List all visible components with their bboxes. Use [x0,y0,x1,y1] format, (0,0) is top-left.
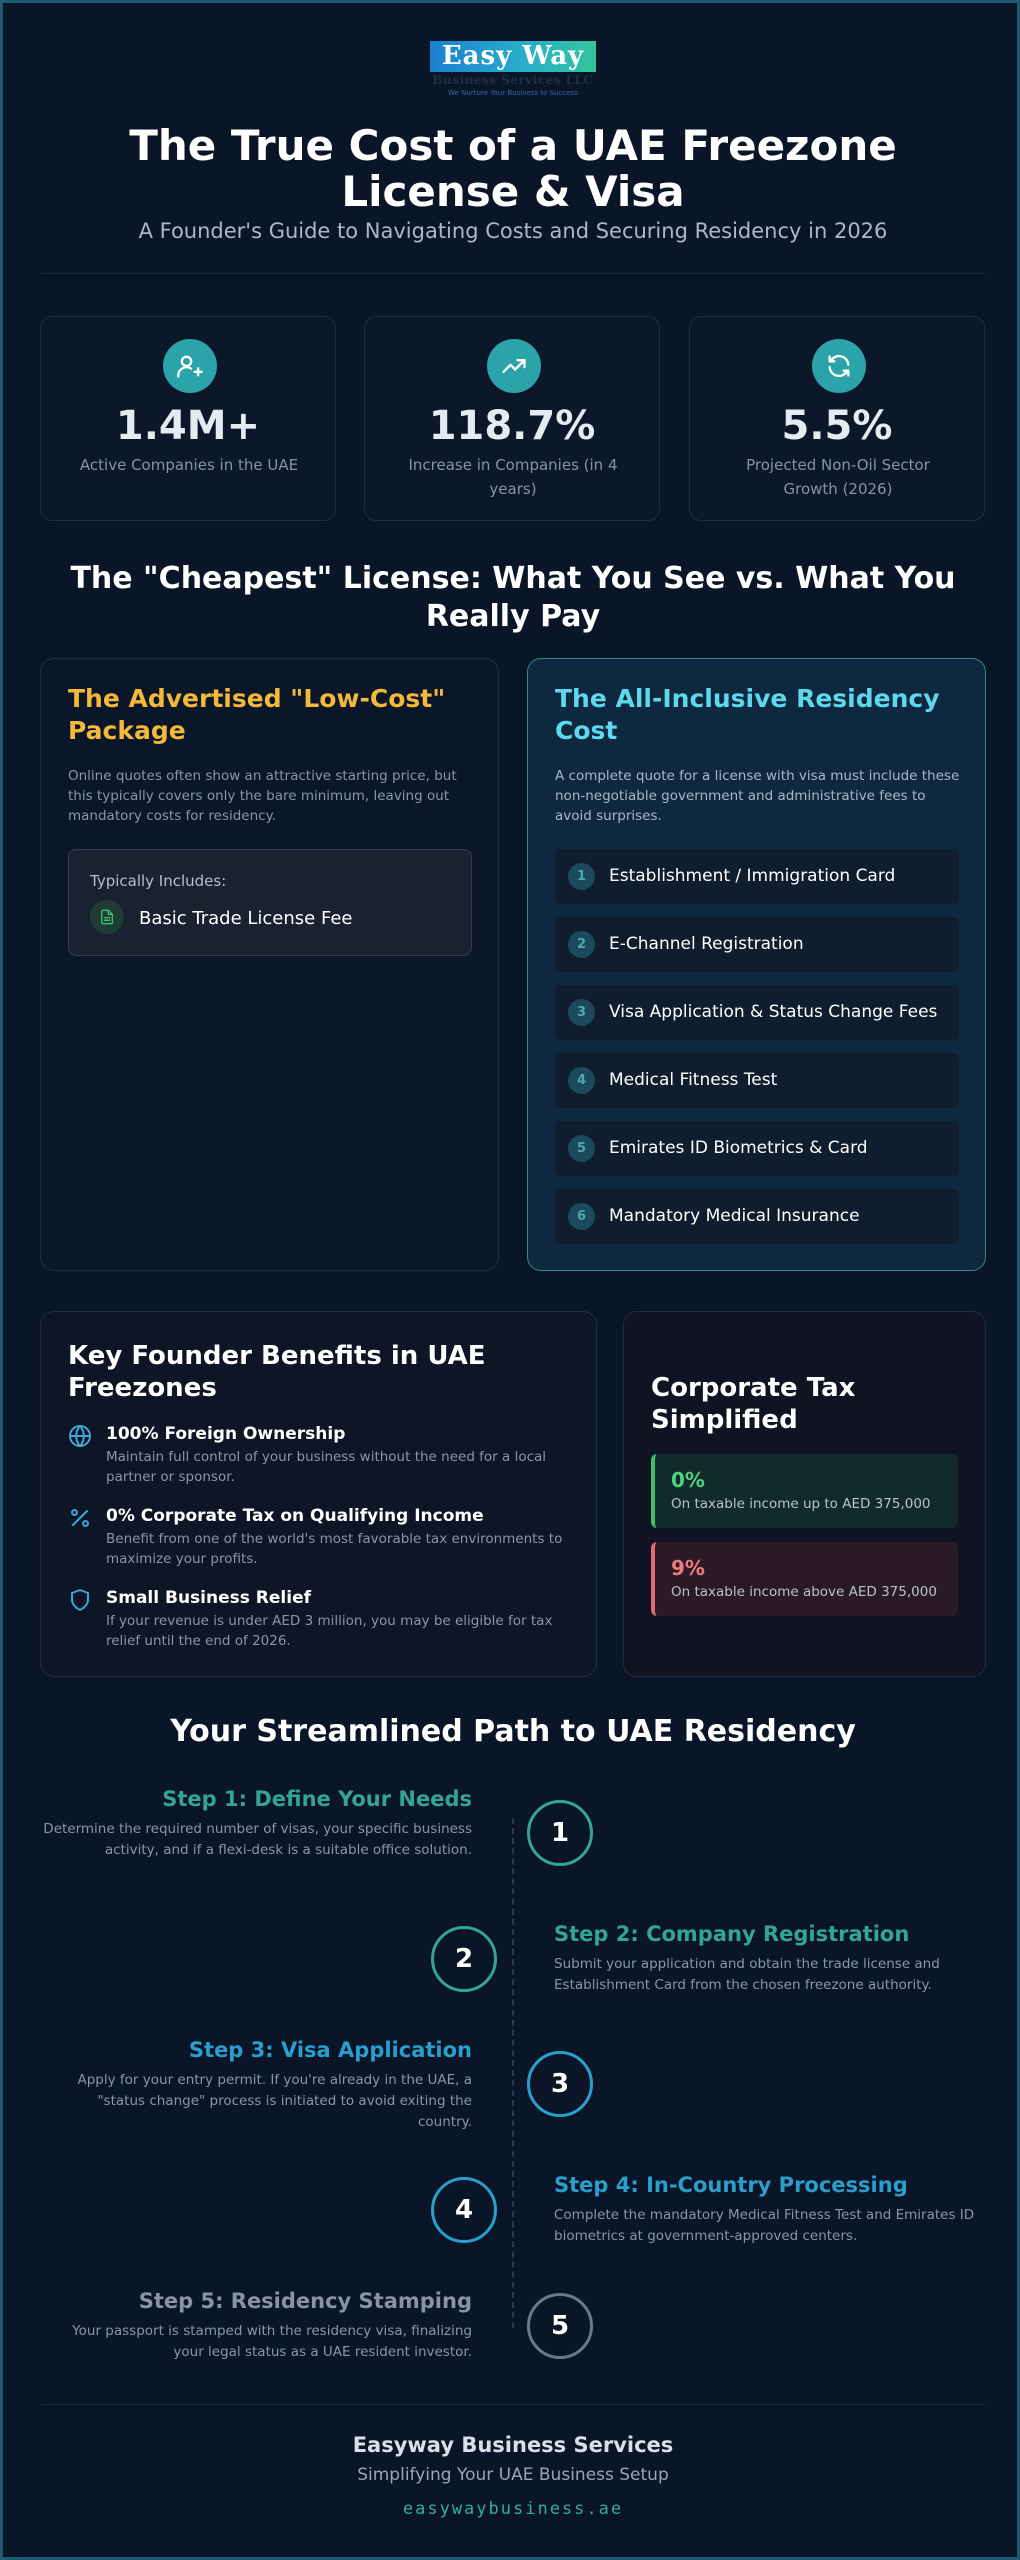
stat-value: 1.4M+ [115,403,261,449]
timeline-line [512,1818,514,2328]
compare-section-title: The "Cheapest" License: What You See vs. What You Really Pay [70,561,956,634]
refresh-icon [812,339,866,393]
cost-label: Emirates ID Biometrics & Card [609,1138,868,1158]
tax-row-nine [651,1542,958,1616]
advertised-package-card [40,658,499,1271]
divider [41,2404,985,2405]
user-plus-icon [163,339,217,393]
cost-number: 6 [568,1203,595,1230]
cost-label: Mandatory Medical Insurance [609,1206,860,1226]
cost-item [555,985,959,1040]
cost-item [555,1189,959,1244]
cost-label: Visa Application & Status Change Fees [609,1002,938,1022]
tax-title: Corporate Tax Simplified [651,1373,856,1435]
cost-number: 1 [568,863,595,890]
cost-label: E-Channel Registration [609,934,804,954]
inclusive-title: The All-Inclusive Residency Cost [555,684,940,745]
stat-value: 118.7% [428,403,596,449]
step-title: Step 3: Visa Application [188,2038,472,2062]
page-subtitle: A Founder's Guide to Navigating Costs and Securing Residency in 2026 [138,219,888,243]
step-title: Step 1: Define Your Needs [162,1787,472,1811]
inclusive-description: A complete quote for a license with visa must include these non-negotiable government and administrative fees to avoid surprises. [555,768,960,824]
includes-item: Basic Trade License Fee [139,908,353,929]
cost-number: 2 [568,931,595,958]
path-section-title: Your Streamlined Path to UAE Residency [170,1714,856,1749]
stat-label: Active Companies in the UAE [79,456,299,474]
divider [41,273,985,274]
tax-percent: 9% [671,1556,705,1580]
globe-icon [68,1424,92,1448]
stat-card [40,316,336,521]
corporate-tax-card [623,1311,986,1677]
cost-number: 3 [568,999,595,1026]
logo-wordmark: Easy Way [430,41,596,72]
document-icon [90,900,124,934]
shield-icon [68,1588,92,1612]
tax-description: On taxable income above AED 375,000 [671,1584,937,1600]
stat-value: 5.5% [781,403,893,449]
tax-row-zero [651,1454,958,1528]
cost-label: Establishment / Immigration Card [609,866,896,886]
step-number-circle: 2 [431,1926,497,1992]
footer-tagline: Simplifying Your UAE Business Setup [357,2465,669,2485]
stat-label: Increase in Companies (in 4 years) [408,456,618,498]
advertised-description: Online quotes often show an attractive starting price, but this typically covers only the bare minimum, leaving out mandatory costs for residency. [68,768,457,824]
tax-description: On taxable income up to AED 375,000 [671,1496,931,1512]
stat-card [364,316,660,521]
cost-item [555,917,959,972]
benefit-title: Small Business Relief [106,1588,311,1608]
percent-icon [68,1506,92,1530]
benefits-card [40,1311,597,1677]
step-description: Submit your application and obtain the trade license and Establishment Card from the chosen freezone authority. [554,1956,940,1993]
cost-number: 4 [568,1067,595,1094]
cost-label: Medical Fitness Test [609,1070,778,1090]
step-description: Complete the mandatory Medical Fitness Test and Emirates ID biometrics at government-approved centers. [554,2207,975,2244]
step-title: Step 2: Company Registration [554,1922,910,1946]
stat-label: Projected Non-Oil Sector Growth (2026) [746,456,930,498]
page-title: The True Cost of a UAE Freezone License & Visa [129,121,897,216]
tax-percent: 0% [671,1468,705,1492]
step-description: Determine the required number of visas, your specific business activity, and if a flexi-desk is a suitable office solution. [43,1821,472,1858]
cost-item [555,1121,959,1176]
logo-subname: Business Services LLC [432,73,594,87]
benefit-title: 100% Foreign Ownership [106,1424,346,1444]
step-title: Step 4: In-Country Processing [554,2173,908,2197]
advertised-title: The Advertised "Low-Cost" Package [68,684,446,745]
includes-box [68,849,472,956]
step-number-circle: 4 [431,2177,497,2243]
step-number-circle: 1 [527,1800,593,1866]
trending-up-icon [487,339,541,393]
benefit-title: 0% Corporate Tax on Qualifying Income [106,1506,484,1526]
cost-item [555,849,959,904]
step-description: Your passport is stamped with the residency visa, finalizing your legal status as a UAE resident investor. [72,2323,472,2360]
includes-label: Typically Includes: [90,872,227,890]
footer-website-link[interactable]: easywaybusiness.ae [402,2499,624,2519]
benefit-description: If your revenue is under AED 3 million, you may be eligible for tax relief until the end of 2026. [106,1613,553,1649]
footer-company-name: Easyway Business Services [352,2433,674,2457]
inclusive-cost-card [527,658,986,1271]
cost-item [555,1053,959,1108]
benefit-description: Benefit from one of the world's most favorable tax environments to maximize your profits. [106,1531,563,1567]
stat-card [689,316,985,521]
benefit-description: Maintain full control of your business without the need for a local partner or sponsor. [106,1449,547,1485]
step-number-circle: 5 [527,2293,593,2359]
cost-number: 5 [568,1135,595,1162]
step-number-circle: 3 [527,2051,593,2117]
step-title: Step 5: Residency Stamping [138,2289,472,2313]
step-description: Apply for your entry permit. If you're already in the UAE, a "status change" process is initiated to avoid exiting the country. [77,2072,472,2130]
benefits-title: Key Founder Benefits in UAE Freezones [68,1341,486,1403]
company-logo [430,41,596,107]
logo-tagline: We Nurture Your Business to Success [448,89,578,97]
